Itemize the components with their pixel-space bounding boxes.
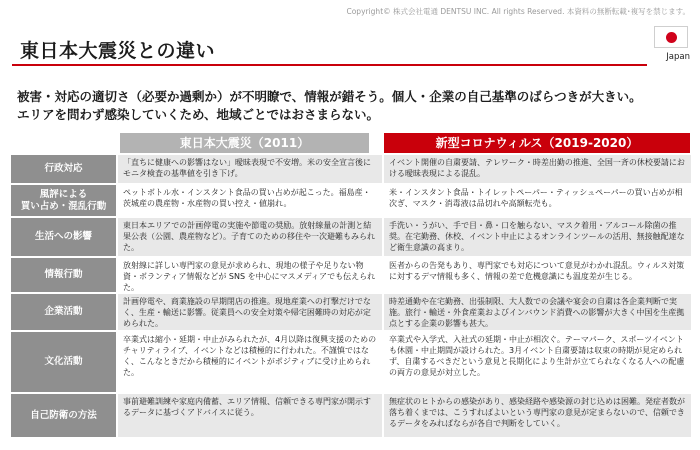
coronavirus-cell: 医者からの告発もあり、専門家でも対応について意見がわかれ混乱。ウィルス対策に対するデマ情報も多く、情報の差で危機意識にも温度差が生じる。: [384, 258, 691, 292]
japan-flag-icon: [654, 26, 688, 48]
earthquake-cell: 事前避難訓練や家庭内備蓄、エリア情報、信頼できる専門家が開示するデータに基づくアドバイスに従う。: [118, 394, 382, 437]
earthquake-cell: 放射線に詳しい専門家の意見が求められ、現地の様子や足りない物資・ボランティア情報などが SNS を中心にマスメディアでも伝えられた。: [118, 258, 382, 292]
table-row: [11, 258, 691, 292]
coronavirus-cell: 米・インスタント食品・トイレットペーパー・ティッシュペーパーの買い占めが相次ぎ、マスク・消毒液は品切れや高額転売も。: [384, 185, 691, 216]
column-header-coronavirus: 新型コロナウィルス（2019-2020）: [384, 133, 690, 153]
table-row: [11, 332, 691, 392]
earthquake-cell: 卒業式は縮小・延期・中止がみられたが、4月以降は復興支援のためのチャリティライブ、イベントなどは積極的に行われた。不謹慎ではなく、こんなときだから積極的にイベントがポジティブに受け止められた。: [118, 332, 382, 392]
table-row: [11, 185, 691, 216]
earthquake-cell: 「直ちに健康への影響はない」曖昧表現で不安増。米の安全宣言後にモニタ検査の基準値を引き下げ。: [118, 155, 382, 183]
row-label: 行政対応: [11, 155, 116, 183]
table-row: [11, 294, 691, 330]
row-label: 自己防衛の方法: [11, 394, 116, 437]
table-row: [11, 394, 691, 437]
title-divider: [12, 64, 647, 66]
earthquake-cell: ペットボトル水・インスタント食品の買い占めが起こった。福島産・茨城産の農産物・水産物の買い控え・値崩れ。: [118, 185, 382, 216]
copyright-notice: Copyright© 株式会社電通 DENTSU INC. All rights Reserved. 本資料の無断転載･複写を禁じます。: [346, 7, 690, 16]
lead-line: 被害・対応の適切さ（必要か過剰か）が不明瞭で、情報が錯そう。個人・企業の自己基準のばらつきが大きい。: [17, 89, 642, 104]
row-label: 企業活動: [11, 294, 116, 330]
row-label: 情報行動: [11, 258, 116, 292]
lead-summary: [17, 88, 697, 124]
row-label: 風評による 買い占め・混乱行動: [11, 185, 116, 216]
country-label: Japan: [666, 52, 690, 62]
coronavirus-cell: 卒業式や入学式、入社式の延期・中止が相次ぐ。テーマパーク、スポーツイベントも休園・中止期間が設けられた。3月イベント自粛要請は収束の時期が見定められず、自粛するべきだという意見と長期化により生計が立てられなくなる人への配慮の両方の意見が対立した。: [384, 332, 691, 392]
flag-circle: [666, 32, 677, 43]
row-label: 生活への影響: [11, 218, 116, 256]
earthquake-cell: 東日本エリアでの計画停電の実施や節電の奨励。放射線量の計測と結果公表（公園、農産物など）。子育てのための移住や一次避難もみられた。: [118, 218, 382, 256]
coronavirus-cell: イベント開催の自粛要請、テレワーク・時差出勤の推進、全国一斉の休校要請における曖昧表現による混乱。: [384, 155, 691, 183]
table-row: [11, 155, 691, 183]
coronavirus-cell: 無症状のヒトからの感染があり、感染経路や感染源の封じ込めは困難。発症者数が落ち着くまでは、こうすればよいという専門家の意見が定まらないので、信頼できるデータをみればならが各自で判断をしていく。: [384, 394, 691, 437]
table-row: [11, 218, 691, 256]
coronavirus-cell: 手洗い・うがい、手で目・鼻・口を触らない、マスク着用・アルコール除菌の推奨。在宅勤務、休校、イベント中止によるオンラインツールの活用、無接触配達など衛生意識の高まり。: [384, 218, 691, 256]
column-header-earthquake: 東日本大震災（2011）: [120, 133, 369, 153]
row-label: 文化活動: [11, 332, 116, 392]
earthquake-cell: 計画停電や、商業施設の早期閉店の推進。現地産業への打撃だけでなく、生産・輸送に影響。従業員への安全対策や帰宅困難時の対応が定められた。: [118, 294, 382, 330]
page-title: 東日本大震災との違い: [20, 40, 216, 62]
coronavirus-cell: 時差通勤や在宅勤務、出張制限、大人数での会議や宴会の自粛は各企業判断で実施。旅行・輸送・外食産業およびインバウンド消費への影響が大きく中国を生産拠点とする企業の影響も甚大。: [384, 294, 691, 330]
lead-line: エリアを問わず感染していくため、地域ごとではおさまらない。: [17, 107, 380, 122]
